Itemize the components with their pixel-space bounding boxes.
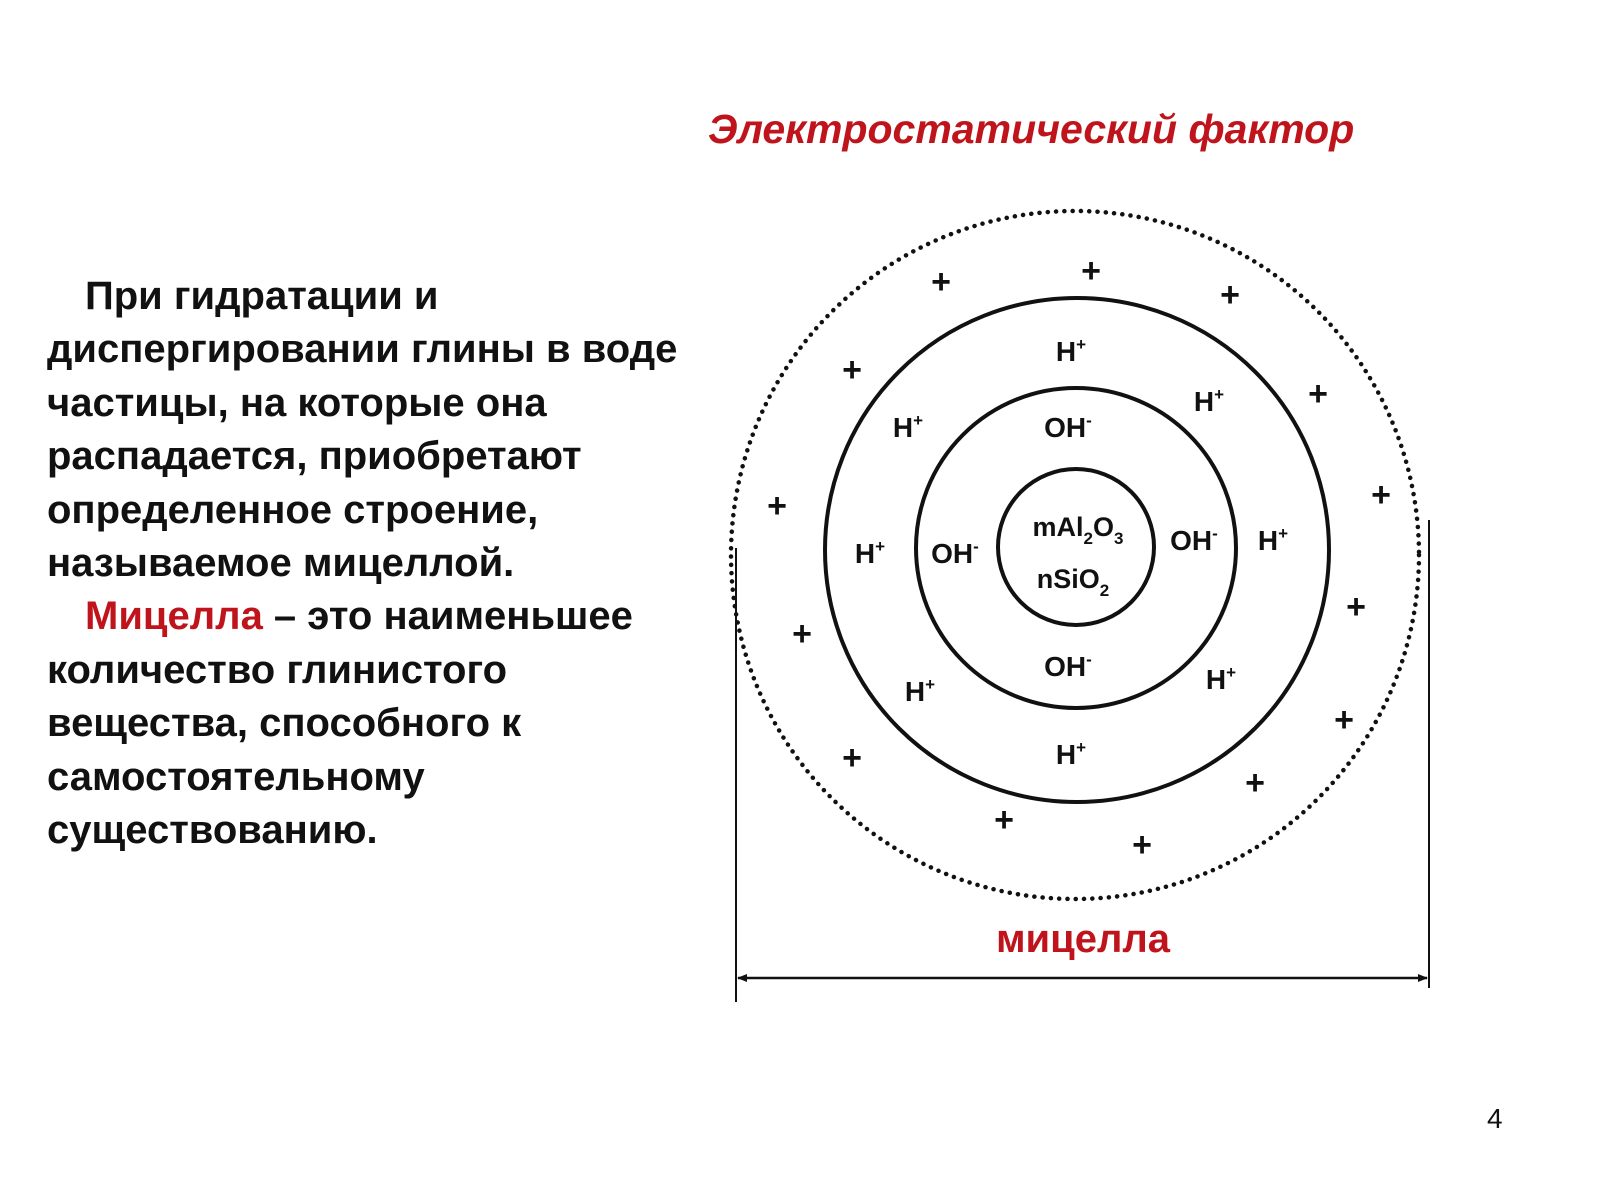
page-number: 4 bbox=[1487, 1103, 1503, 1134]
h-label: H+ bbox=[1257, 524, 1289, 556]
plus-sign: + bbox=[1245, 764, 1265, 802]
h-label: H+ bbox=[854, 537, 886, 569]
plus-sign: + bbox=[1346, 588, 1366, 626]
h-label: H+ bbox=[1193, 385, 1225, 417]
plus-sign: + bbox=[842, 351, 862, 389]
oh-label: OH- bbox=[1170, 524, 1218, 556]
diffuse-layer-ring bbox=[731, 211, 1419, 899]
oh-label: OH- bbox=[1044, 650, 1092, 682]
paragraph-hydration-text: При гидратации и диспергировании глины в воде частицы, на которые она распадается, приобретают определенное строение, называемое мицеллой. bbox=[47, 274, 678, 586]
plus-sign: + bbox=[1132, 826, 1152, 864]
h-label: H+ bbox=[1055, 335, 1087, 367]
h-label: H+ bbox=[892, 411, 924, 443]
core-formula-line1: $mAl_2O_3$ bbox=[1032, 512, 1124, 548]
oh-label: OH- bbox=[931, 537, 979, 569]
plus-sign: + bbox=[1220, 276, 1240, 314]
h-label: H+ bbox=[904, 675, 936, 707]
plus-sign: + bbox=[1308, 375, 1328, 413]
micelle-definition-text: – это наименьшее количество глинистого вещества, способного к самостоятельному существованию. bbox=[47, 594, 633, 853]
plus-sign: + bbox=[792, 615, 812, 653]
core-formula-line2: nSiO$_2$ bbox=[1036, 564, 1110, 600]
micelle-term: Мицелла bbox=[85, 594, 263, 639]
micelle-span-label: мицелла bbox=[995, 917, 1171, 961]
plus-sign: + bbox=[842, 739, 862, 777]
plus-sign: + bbox=[1334, 701, 1354, 739]
slide-title: Электростатический фактор bbox=[708, 106, 1355, 152]
h-label: H+ bbox=[1205, 663, 1237, 695]
oh-label: OH- bbox=[1044, 411, 1092, 443]
plus-sign: + bbox=[767, 487, 787, 525]
core-ring bbox=[998, 469, 1154, 625]
adsorption-layer-ring bbox=[825, 298, 1329, 802]
h-label: H+ bbox=[1055, 738, 1087, 770]
plus-sign: + bbox=[1371, 476, 1391, 514]
plus-sign: + bbox=[1081, 252, 1101, 290]
plus-sign: + bbox=[931, 263, 951, 301]
plus-sign: + bbox=[994, 801, 1014, 839]
